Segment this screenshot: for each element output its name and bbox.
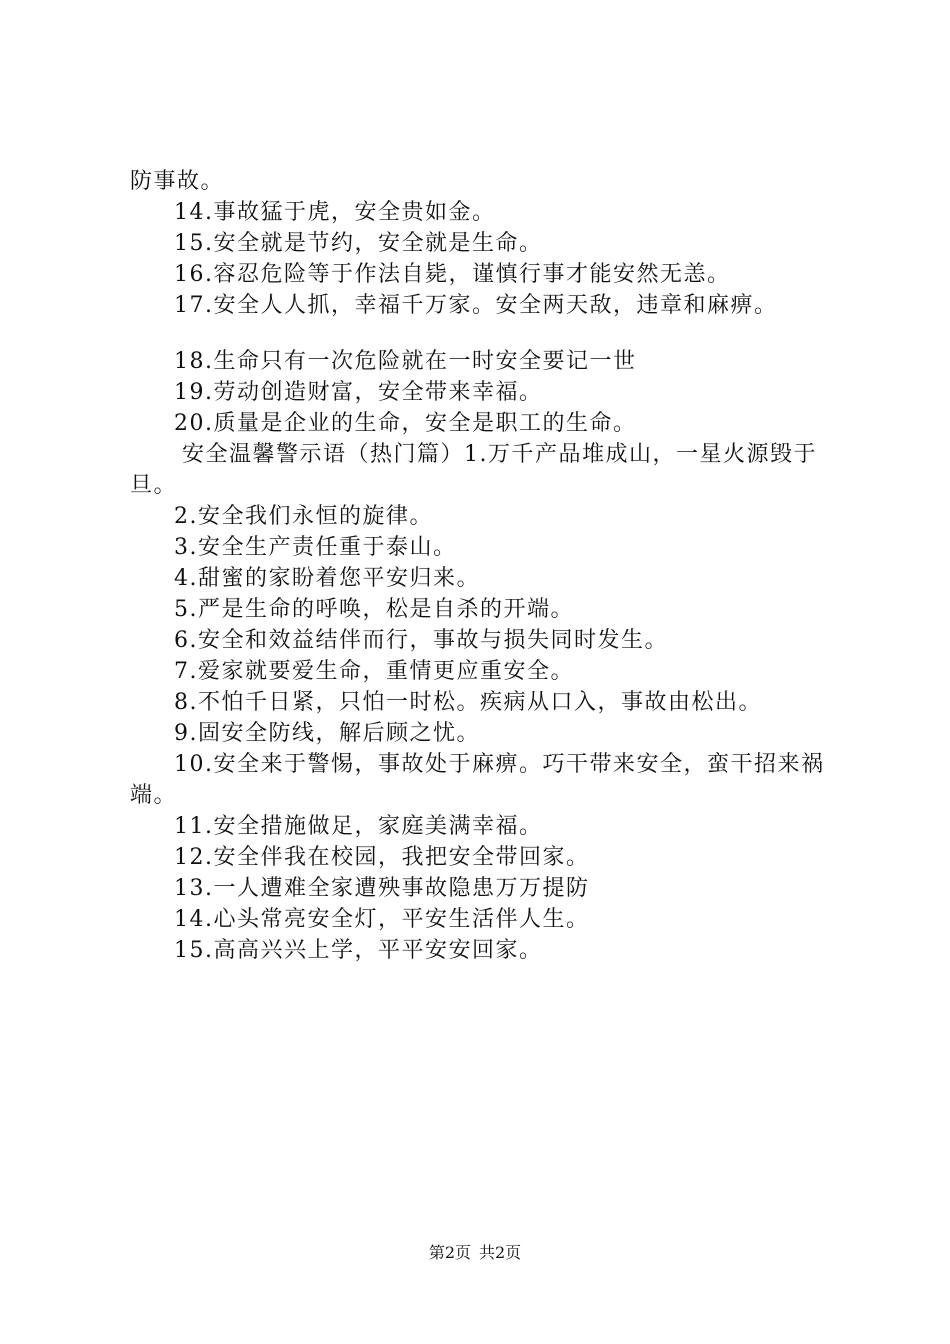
slogan-3: 3.安全生产责任重于泰山。	[174, 535, 457, 560]
section-heading-line: 安全温馨警示语（热门篇）1.万千产品堆成山，一星火源毁于旦。	[130, 442, 817, 498]
document-body	[130, 166, 835, 966]
text-line-17: 17.安全人人抓，幸福千万家。安全两天敌，违章和麻痹。	[174, 293, 778, 318]
slogan-5: 5.严是生命的呼唤，松是自杀的开端。	[174, 597, 574, 622]
slogan-13: 13.一人遭难全家遭殃事故隐患万万提防	[174, 876, 590, 901]
slogan-8: 8.不怕千日紧，只怕一时松。疾病从口入，事故由松出。	[174, 690, 762, 715]
text-line-19: 19.劳动创造财富，安全带来幸福。	[174, 380, 543, 405]
text-line-18: 18.生命只有一次危险就在一时安全要记一世	[174, 349, 637, 374]
slogan-14: 14.心头常亮安全灯，平安生活伴人生。	[174, 907, 590, 932]
slogan-12: 12.安全伴我在校园，我把安全带回家。	[174, 845, 590, 870]
slogan-10: 10.安全来于警惕，事故处于麻痹。巧干带来安全，蛮干招来祸端。	[130, 752, 825, 808]
text-line-20: 20.质量是企业的生命，安全是职工的生命。	[174, 411, 637, 436]
page-total: 共2页	[479, 1243, 522, 1262]
slogan-2: 2.安全我们永恒的旋律。	[174, 504, 433, 529]
paragraph-gap	[130, 321, 835, 346]
slogan-4: 4.甜蜜的家盼着您平安归来。	[174, 566, 480, 591]
slogan-15: 15.高高兴兴上学，平平安安回家。	[174, 938, 543, 963]
text-line-continuation: 防事故。	[130, 169, 225, 194]
slogan-7: 7.爱家就要爱生命，重情更应重安全。	[174, 659, 574, 684]
page-number: 第2页	[428, 1243, 471, 1262]
text-line-14: 14.事故猛于虎，安全贵如金。	[174, 200, 496, 225]
page-footer	[0, 1243, 950, 1263]
slogan-11: 11.安全措施做足，家庭美满幸福。	[174, 814, 543, 839]
text-line-16: 16.容忍危险等于作法自毙，谨慎行事才能安然无恙。	[174, 262, 731, 287]
slogan-9: 9.固安全防线，解后顾之忧。	[174, 721, 480, 746]
slogan-6: 6.安全和效益结伴而行，事故与损失同时发生。	[174, 628, 668, 653]
text-line-15: 15.安全就是节约，安全就是生命。	[174, 231, 543, 256]
